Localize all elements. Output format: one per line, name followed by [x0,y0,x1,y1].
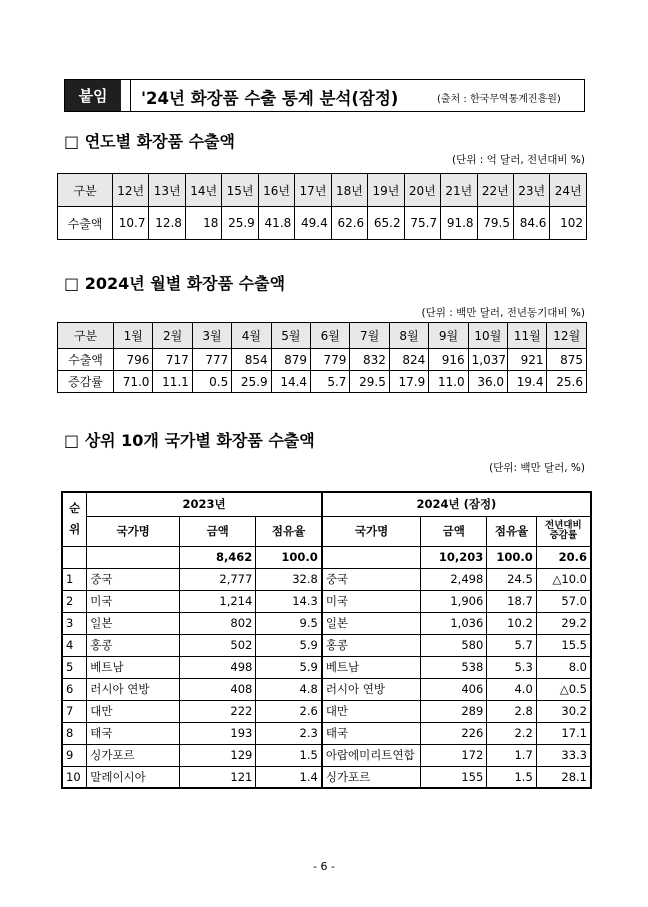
month-column-header: 3월 [192,323,231,349]
change-header [536,516,591,546]
country-2023: 미국 [87,590,180,612]
share-2024: 1.7 [487,744,536,766]
yearly-export-value: 62.6 [331,207,367,240]
rank-cell: 3 [62,612,87,634]
share-2023: 4.8 [256,678,322,700]
total-share-2024: 100.0 [487,546,536,568]
share-header-2023: 점유율 [256,516,322,546]
month-column-header: 9월 [429,323,468,349]
amount-2023: 2,777 [180,568,256,590]
change-rate: 17.1 [536,722,591,744]
rank-cell: 9 [62,744,87,766]
change-rate: 8.0 [536,656,591,678]
total-country-cell-2024 [322,546,421,568]
country-2023: 태국 [87,722,180,744]
monthly-row-label: 수출액 [58,349,114,371]
yearly-export-value: 84.6 [513,207,549,240]
year-column-header: 19년 [368,174,404,207]
country-row [62,634,591,656]
country-2024: 홍콩 [322,634,421,656]
section1-unit: (단위 : 억 달러, 전년대비 %) [451,154,585,166]
change-rate: △0.5 [536,678,591,700]
share-2024: 5.3 [487,656,536,678]
year-column-header: 13년 [149,174,185,207]
yearly-export-value: 75.7 [404,207,440,240]
section2-title: □ 2024년 월별 화장품 수출액 [64,274,286,293]
year-column-header: 24년 [550,174,587,207]
monthly-export-value: 824 [389,349,428,371]
amount-2024: 155 [421,766,487,788]
yearly-export-value: 41.8 [258,207,294,240]
monthly-header-label: 구분 [58,323,114,349]
attachment-badge: 붙임 [65,80,121,111]
country-2023: 러시아 연방 [87,678,180,700]
total-rank-cell [62,546,87,568]
rank-cell: 8 [62,722,87,744]
monthly-export-value: 832 [350,349,389,371]
month-column-header: 2월 [153,323,192,349]
yearly-export-value: 18 [185,207,221,240]
share-2024: 10.2 [487,612,536,634]
report-header [64,79,585,112]
total-row [62,546,591,568]
share-header-2024: 점유율 [487,516,536,546]
amount-2024: 1,906 [421,590,487,612]
year-2024-header: 2024년 (잠정) [322,492,591,516]
share-2023: 14.3 [256,590,322,612]
share-2023: 9.5 [256,612,322,634]
share-2024: 2.2 [487,722,536,744]
country-2024: 싱가포르 [322,766,421,788]
monthly-growth-value: 25.9 [232,371,271,393]
monthly-export-value: 779 [311,349,350,371]
country-row [62,766,591,788]
monthly-growth-value: 29.5 [350,371,389,393]
monthly-export-table [57,322,587,393]
country-2023: 일본 [87,612,180,634]
page-number: - 6 - [313,860,335,873]
month-column-header: 11월 [508,323,547,349]
section3-unit: (단위: 백만 달러, %) [489,462,585,474]
amount-2024: 580 [421,634,487,656]
year-column-header: 22년 [477,174,513,207]
share-2024: 4.0 [487,678,536,700]
amount-2023: 1,214 [180,590,256,612]
month-column-header: 12월 [547,323,587,349]
total-amount-2023: 8,462 [180,546,256,568]
country-row [62,722,591,744]
amount-2023: 802 [180,612,256,634]
amount-header-2024: 금액 [421,516,487,546]
year-column-header: 17년 [295,174,331,207]
country-2024: 중국 [322,568,421,590]
yearly-export-table [57,173,587,240]
share-2023: 1.5 [256,744,322,766]
monthly-row-label: 증감률 [58,371,114,393]
country-row [62,590,591,612]
amount-2024: 538 [421,656,487,678]
country-2024: 베트남 [322,656,421,678]
rank-header [62,492,87,546]
country-2023: 대만 [87,700,180,722]
country-2023: 싱가포르 [87,744,180,766]
share-2024: 5.7 [487,634,536,656]
country-row [62,744,591,766]
share-2024: 1.5 [487,766,536,788]
yearly-export-value: 65.2 [368,207,404,240]
monthly-export-value: 796 [114,349,153,371]
amount-header-2023: 금액 [180,516,256,546]
month-column-header: 4월 [232,323,271,349]
amount-2024: 226 [421,722,487,744]
share-2023: 2.3 [256,722,322,744]
country-row [62,612,591,634]
rank-cell: 5 [62,656,87,678]
yearly-export-value: 79.5 [477,207,513,240]
section2-unit: (단위 : 백만 달러, 전년동기대비 %) [421,307,585,319]
country-header-2023: 국가명 [87,516,180,546]
yearly-export-value: 25.9 [222,207,258,240]
monthly-growth-value: 0.5 [192,371,231,393]
amount-2024: 289 [421,700,487,722]
country-2024: 미국 [322,590,421,612]
year-column-header: 16년 [258,174,294,207]
share-2024: 24.5 [487,568,536,590]
monthly-export-value: 879 [271,349,310,371]
change-rate: 33.3 [536,744,591,766]
amount-2024: 1,036 [421,612,487,634]
country-2024: 일본 [322,612,421,634]
yearly-export-value: 91.8 [441,207,477,240]
month-column-header: 8월 [389,323,428,349]
change-header-top: 전년대비 [545,520,582,531]
yearly-export-value: 49.4 [295,207,331,240]
country-2024: 러시아 연방 [322,678,421,700]
year-column-header: 12년 [113,174,149,207]
monthly-growth-value: 14.4 [271,371,310,393]
rank-cell: 7 [62,700,87,722]
country-row [62,678,591,700]
amount-2023: 129 [180,744,256,766]
total-share-2023: 100.0 [256,546,322,568]
monthly-growth-value: 71.0 [114,371,153,393]
country-2024: 아랍에미리트연합 [322,744,421,766]
badge-divider [121,80,131,111]
share-2023: 5.9 [256,656,322,678]
total-amount-2024: 10,203 [421,546,487,568]
year-column-header: 14년 [185,174,221,207]
country-header-2024: 국가명 [322,516,421,546]
share-2023: 2.6 [256,700,322,722]
yearly-row-label: 수출액 [58,207,113,240]
change-rate: 29.2 [536,612,591,634]
change-rate: 28.1 [536,766,591,788]
rank-header-bottom: 위 [69,522,81,537]
report-source: (출처 : 한국무역통계진흥원) [437,94,561,105]
country-2024: 태국 [322,722,421,744]
monthly-export-value: 777 [192,349,231,371]
total-change: 20.6 [536,546,591,568]
change-rate: 57.0 [536,590,591,612]
change-rate: 30.2 [536,700,591,722]
country-2023: 중국 [87,568,180,590]
monthly-export-value: 1,037 [468,349,507,371]
amount-2024: 172 [421,744,487,766]
amount-2023: 121 [180,766,256,788]
monthly-export-value: 854 [232,349,271,371]
yearly-header-label: 구분 [58,174,113,207]
country-row [62,568,591,590]
rank-cell: 1 [62,568,87,590]
yearly-export-value: 10.7 [113,207,149,240]
amount-2023: 502 [180,634,256,656]
change-header-bottom: 증감률 [549,530,578,541]
amount-2023: 193 [180,722,256,744]
rank-header-top: 순 [69,501,81,516]
share-2023: 5.9 [256,634,322,656]
monthly-growth-value: 19.4 [508,371,547,393]
month-column-header: 5월 [271,323,310,349]
year-2023-header: 2023년 [87,492,322,516]
top10-country-table [61,491,592,789]
year-column-header: 20년 [404,174,440,207]
change-rate: 15.5 [536,634,591,656]
country-row [62,700,591,722]
monthly-growth-value: 5.7 [311,371,350,393]
country-2023: 베트남 [87,656,180,678]
year-column-header: 15년 [222,174,258,207]
amount-2023: 222 [180,700,256,722]
year-column-header: 18년 [331,174,367,207]
section1-title: □ 연도별 화장품 수출액 [64,132,235,151]
report-title: '24년 화장품 수출 통계 분석(잠정) [141,89,399,108]
monthly-export-value: 921 [508,349,547,371]
share-2024: 18.7 [487,590,536,612]
amount-2024: 406 [421,678,487,700]
share-2024: 2.8 [487,700,536,722]
share-2023: 1.4 [256,766,322,788]
monthly-growth-value: 17.9 [389,371,428,393]
rank-cell: 6 [62,678,87,700]
monthly-export-value: 717 [153,349,192,371]
rank-cell: 4 [62,634,87,656]
yearly-export-value: 102 [550,207,587,240]
monthly-growth-value: 11.0 [429,371,468,393]
monthly-export-value: 875 [547,349,587,371]
amount-2024: 2,498 [421,568,487,590]
total-country-cell [87,546,180,568]
country-row [62,656,591,678]
rank-cell: 2 [62,590,87,612]
month-column-header: 6월 [311,323,350,349]
share-2023: 32.8 [256,568,322,590]
change-rate: △10.0 [536,568,591,590]
monthly-growth-value: 25.6 [547,371,587,393]
amount-2023: 408 [180,678,256,700]
country-2023: 말레이시아 [87,766,180,788]
section3-title: □ 상위 10개 국가별 화장품 수출액 [64,431,315,450]
monthly-export-value: 916 [429,349,468,371]
month-column-header: 10월 [468,323,507,349]
rank-cell: 10 [62,766,87,788]
month-column-header: 7월 [350,323,389,349]
monthly-growth-value: 36.0 [468,371,507,393]
amount-2023: 498 [180,656,256,678]
country-2023: 홍콩 [87,634,180,656]
monthly-growth-value: 11.1 [153,371,192,393]
year-column-header: 21년 [441,174,477,207]
month-column-header: 1월 [114,323,153,349]
country-2024: 대만 [322,700,421,722]
yearly-export-value: 12.8 [149,207,185,240]
year-column-header: 23년 [513,174,549,207]
